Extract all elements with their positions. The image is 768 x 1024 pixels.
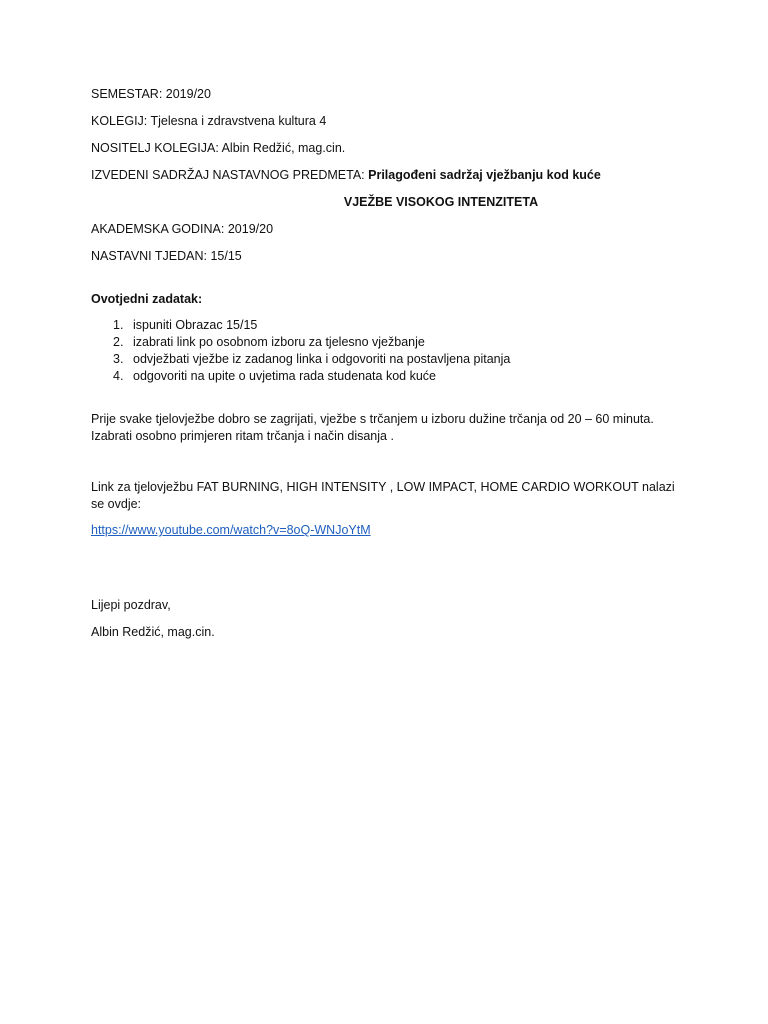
closing-greeting: Lijepi pozdrav, [91,598,171,612]
list-item-text: ispuniti Obrazac 15/15 [133,318,258,332]
workout-link-paragraph: Link za tjelovježbu FAT BURNING, HIGH INTENSITY , LOW IMPACT, HOME CARDIO WORKOUT nalazi se ovdje: [91,480,675,511]
youtube-link[interactable]: https://www.youtube.com/watch?v=8oQ-WNJoYtM [91,523,371,537]
list-item-text: odvježbati vježbe iz zadanog linka i odgovoriti na postavljena pitanja [133,352,511,366]
tasks-heading: Ovotjedni zadatak: [91,292,203,306]
nositelj-line: NOSITELJ KOLEGIJA: Albin Redžić, mag.cin. [91,141,346,155]
list-item-number: 3. [113,352,124,366]
izvedeni-sadrzaj-label: IZVEDENI SADRŽAJ NASTAVNOG PREDMETA: [91,168,369,182]
list-item-number: 2. [113,335,124,349]
list-item [91,351,691,368]
list-item-text: odgovoriti na upite o uvjetima rada studenata kod kuće [133,369,436,383]
list-item [91,317,691,334]
akademska-godina-line: AKADEMSKA GODINA: 2019/20 [91,222,274,236]
youtube-link-line [91,522,691,539]
list-item [91,368,691,385]
kolegij-line: KOLEGIJ: Tjelesna i zdravstvena kultura 4 [91,114,327,128]
tasks-list [91,317,691,385]
list-item-number: 1. [113,318,124,332]
warmup-paragraph: Prije svake tjelovježbe dobro se zagrijati, vježbe s trčanjem u izboru dužine trčanja od 20 – 60 minuta. Izabrati osobno primjeren ritam trčanja i način disanja . [91,412,654,443]
izvedeni-sadrzaj-line [91,167,691,184]
semestar-line: SEMESTAR: 2019/20 [91,87,211,101]
list-item [91,334,691,351]
signature: Albin Redžić, mag.cin. [91,625,215,639]
document-subtitle: VJEŽBE VISOKOG INTENZITETA [343,195,539,209]
nastavni-tjedan-line: NASTAVNI TJEDAN: 15/15 [91,249,242,263]
document-content [91,86,691,641]
list-item-number: 4. [113,369,124,383]
list-item-text: izabrati link po osobnom izboru za tjelesno vježbanje [133,335,425,349]
izvedeni-sadrzaj-value: Prilagođeni sadržaj vježbanju kod kuće [368,168,601,182]
